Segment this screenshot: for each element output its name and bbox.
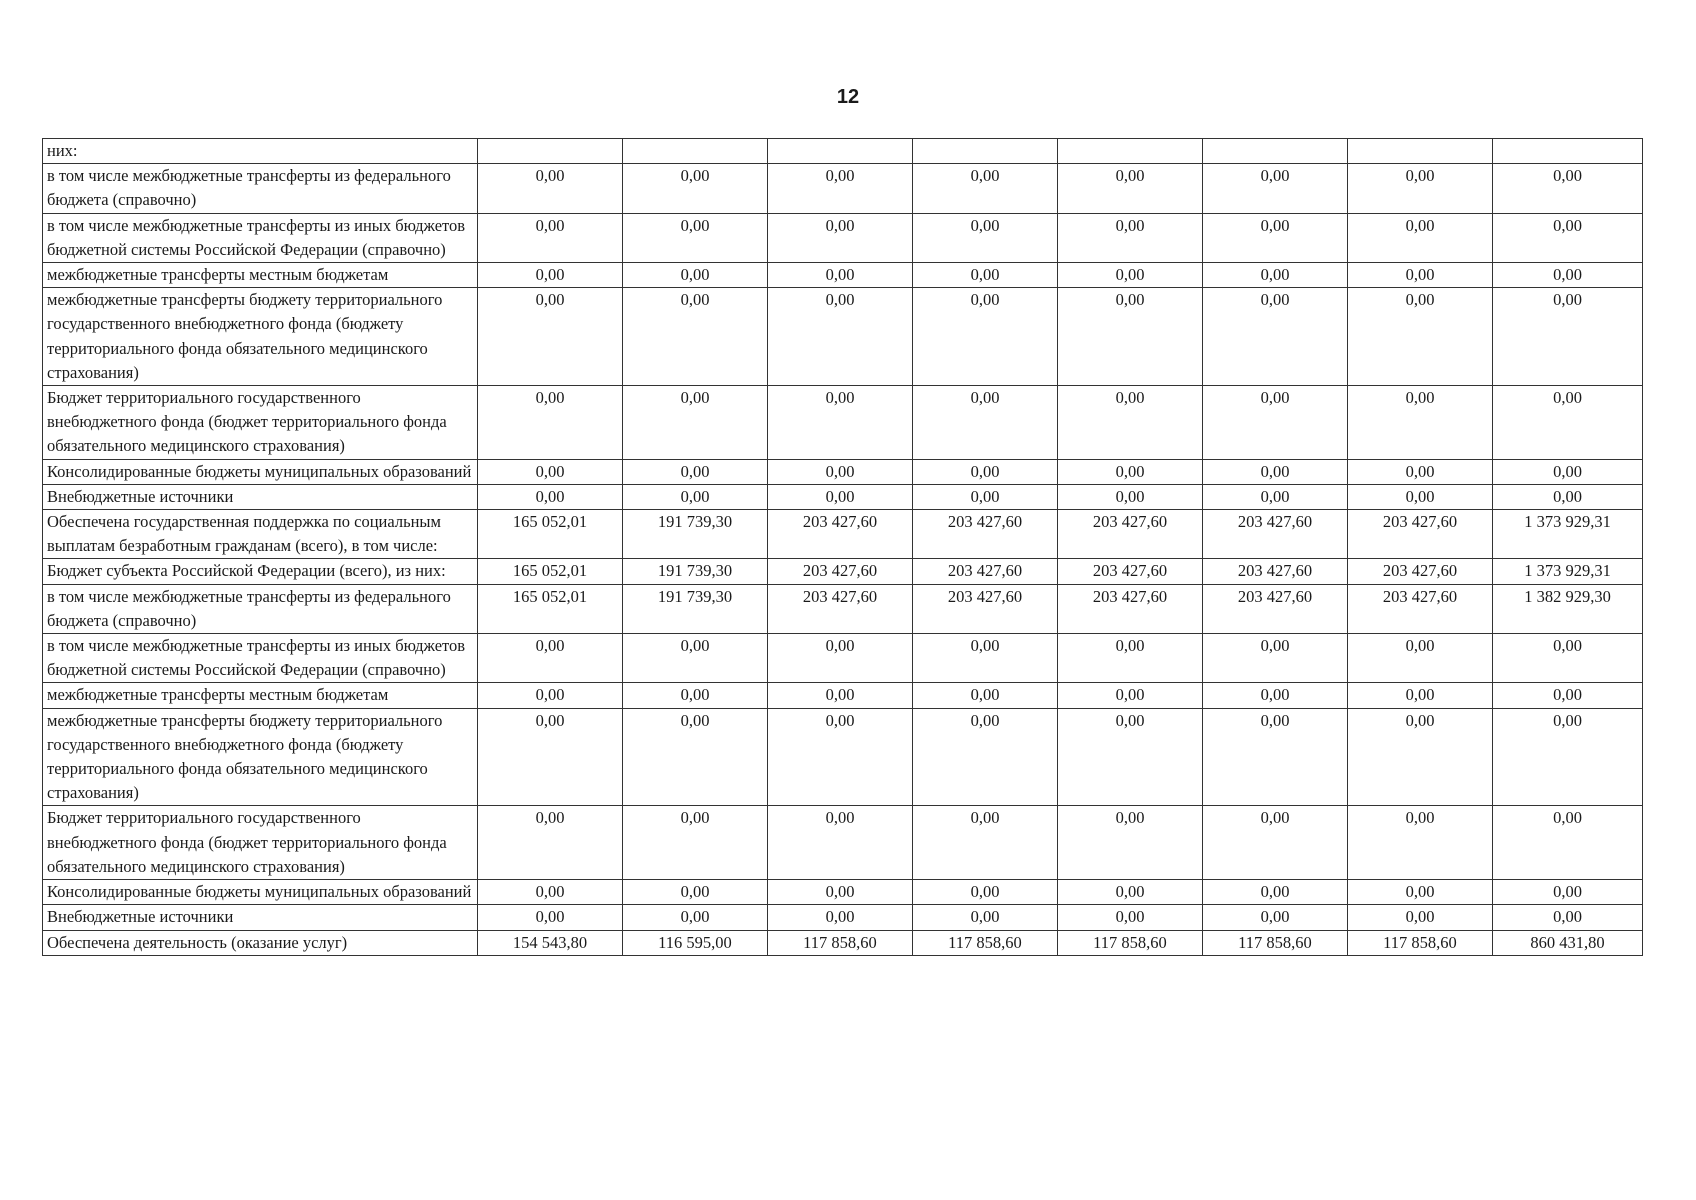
value-cell: 0,00: [623, 288, 768, 386]
value-cell: 0,00: [478, 634, 623, 683]
table-row: [43, 880, 1643, 905]
value-cell: [913, 139, 1058, 164]
value-cell: 0,00: [913, 634, 1058, 683]
row-label: межбюджетные трансферты бюджету территориального государственного внебюджетного фонда (бюджету территориального фонда обязательного медицинского страхования): [43, 708, 478, 806]
value-cell: 203 427,60: [1058, 559, 1203, 584]
value-cell: 0,00: [1493, 213, 1643, 262]
value-cell: 0,00: [768, 905, 913, 930]
value-cell: 0,00: [623, 905, 768, 930]
value-cell: 0,00: [1203, 905, 1348, 930]
value-cell: 0,00: [1058, 880, 1203, 905]
value-cell: 0,00: [1348, 263, 1493, 288]
value-cell: 0,00: [1348, 683, 1493, 708]
value-cell: 0,00: [1493, 459, 1643, 484]
value-cell: 0,00: [1058, 288, 1203, 386]
table-row: [43, 806, 1643, 880]
value-cell: 1 373 929,31: [1493, 559, 1643, 584]
row-label: в том числе межбюджетные трансферты из иных бюджетов бюджетной системы Российской Федерации (справочно): [43, 213, 478, 262]
table-row: [43, 634, 1643, 683]
value-cell: 165 052,01: [478, 584, 623, 633]
value-cell: 117 858,60: [768, 930, 913, 955]
value-cell: 203 427,60: [913, 510, 1058, 559]
row-label: Внебюджетные источники: [43, 905, 478, 930]
table-row: [43, 584, 1643, 633]
row-label: них:: [43, 139, 478, 164]
value-cell: 0,00: [623, 880, 768, 905]
value-cell: 0,00: [1493, 484, 1643, 509]
value-cell: 0,00: [913, 905, 1058, 930]
value-cell: 0,00: [1058, 484, 1203, 509]
value-cell: 0,00: [1348, 905, 1493, 930]
row-label: Внебюджетные источники: [43, 484, 478, 509]
value-cell: 0,00: [913, 806, 1058, 880]
value-cell: 0,00: [1203, 484, 1348, 509]
value-cell: 0,00: [768, 634, 913, 683]
value-cell: 0,00: [1493, 708, 1643, 806]
value-cell: 0,00: [1348, 708, 1493, 806]
value-cell: 0,00: [1203, 459, 1348, 484]
value-cell: 0,00: [623, 213, 768, 262]
value-cell: 0,00: [623, 459, 768, 484]
value-cell: 191 739,30: [623, 559, 768, 584]
value-cell: 0,00: [1493, 905, 1643, 930]
value-cell: [478, 139, 623, 164]
value-cell: 0,00: [623, 683, 768, 708]
value-cell: 0,00: [768, 213, 913, 262]
value-cell: 0,00: [478, 386, 623, 460]
value-cell: 0,00: [1348, 634, 1493, 683]
value-cell: 203 427,60: [1203, 584, 1348, 633]
value-cell: 0,00: [1348, 484, 1493, 509]
page-number: 12: [836, 86, 860, 108]
value-cell: 0,00: [478, 806, 623, 880]
row-label: Консолидированные бюджеты муниципальных образований: [43, 459, 478, 484]
value-cell: 0,00: [768, 880, 913, 905]
value-cell: 117 858,60: [913, 930, 1058, 955]
value-cell: 0,00: [913, 263, 1058, 288]
value-cell: 203 427,60: [913, 559, 1058, 584]
value-cell: 0,00: [1348, 213, 1493, 262]
value-cell: 0,00: [1058, 806, 1203, 880]
table-row: [43, 905, 1643, 930]
value-cell: 0,00: [1493, 263, 1643, 288]
value-cell: [1203, 139, 1348, 164]
value-cell: 0,00: [913, 708, 1058, 806]
value-cell: [1493, 139, 1643, 164]
value-cell: 0,00: [1348, 806, 1493, 880]
table-row: [43, 164, 1643, 213]
value-cell: 0,00: [1058, 263, 1203, 288]
value-cell: 0,00: [623, 634, 768, 683]
row-label: Обеспечена деятельность (оказание услуг): [43, 930, 478, 955]
value-cell: 191 739,30: [623, 584, 768, 633]
value-cell: [768, 139, 913, 164]
value-cell: 203 427,60: [1203, 559, 1348, 584]
value-cell: 0,00: [768, 263, 913, 288]
value-cell: 0,00: [768, 386, 913, 460]
value-cell: 0,00: [1348, 386, 1493, 460]
value-cell: 0,00: [913, 213, 1058, 262]
value-cell: 0,00: [1203, 288, 1348, 386]
value-cell: 0,00: [1058, 459, 1203, 484]
value-cell: 0,00: [1203, 634, 1348, 683]
value-cell: 0,00: [1203, 708, 1348, 806]
value-cell: 0,00: [478, 683, 623, 708]
table-row: [43, 459, 1643, 484]
table-row: [43, 386, 1643, 460]
table-row: [43, 213, 1643, 262]
value-cell: 860 431,80: [1493, 930, 1643, 955]
table-row: [43, 930, 1643, 955]
value-cell: 116 595,00: [623, 930, 768, 955]
value-cell: 117 858,60: [1348, 930, 1493, 955]
value-cell: 203 427,60: [1348, 559, 1493, 584]
row-label: в том числе межбюджетные трансферты из федерального бюджета (справочно): [43, 584, 478, 633]
value-cell: 0,00: [478, 459, 623, 484]
value-cell: 0,00: [768, 484, 913, 509]
value-cell: [623, 139, 768, 164]
value-cell: 0,00: [623, 806, 768, 880]
value-cell: 0,00: [913, 880, 1058, 905]
value-cell: 117 858,60: [1203, 930, 1348, 955]
value-cell: 165 052,01: [478, 559, 623, 584]
row-label: Консолидированные бюджеты муниципальных образований: [43, 880, 478, 905]
value-cell: 0,00: [623, 263, 768, 288]
value-cell: 0,00: [1058, 213, 1203, 262]
value-cell: 0,00: [1058, 905, 1203, 930]
row-label: Бюджет территориального государственного внебюджетного фонда (бюджет территориального фонда обязательного медицинского страхования): [43, 806, 478, 880]
value-cell: 0,00: [1058, 683, 1203, 708]
value-cell: 0,00: [623, 708, 768, 806]
value-cell: 0,00: [1203, 386, 1348, 460]
value-cell: 0,00: [623, 386, 768, 460]
table-row: [43, 683, 1643, 708]
value-cell: 0,00: [623, 484, 768, 509]
row-label: в том числе межбюджетные трансферты из иных бюджетов бюджетной системы Российской Федерации (справочно): [43, 634, 478, 683]
value-cell: 0,00: [478, 905, 623, 930]
value-cell: 0,00: [1058, 386, 1203, 460]
row-label: в том числе межбюджетные трансферты из федерального бюджета (справочно): [43, 164, 478, 213]
value-cell: 0,00: [1493, 164, 1643, 213]
row-label: межбюджетные трансферты местным бюджетам: [43, 263, 478, 288]
value-cell: 0,00: [1203, 806, 1348, 880]
row-label: Бюджет территориального государственного внебюджетного фонда (бюджет территориального фонда обязательного медицинского страхования): [43, 386, 478, 460]
value-cell: 0,00: [478, 484, 623, 509]
row-label: межбюджетные трансферты бюджету территориального государственного внебюджетного фонда (бюджету территориального фонда обязательного медицинского страхования): [43, 288, 478, 386]
value-cell: 1 373 929,31: [1493, 510, 1643, 559]
value-cell: 154 543,80: [478, 930, 623, 955]
value-cell: 203 427,60: [1348, 584, 1493, 633]
value-cell: 0,00: [913, 683, 1058, 708]
value-cell: 1 382 929,30: [1493, 584, 1643, 633]
value-cell: 0,00: [1058, 164, 1203, 213]
value-cell: 0,00: [478, 880, 623, 905]
value-cell: 0,00: [1348, 288, 1493, 386]
value-cell: 0,00: [913, 386, 1058, 460]
table-row: [43, 708, 1643, 806]
row-label: Бюджет субъекта Российской Федерации (всего), из них:: [43, 559, 478, 584]
table-row: [43, 288, 1643, 386]
value-cell: 0,00: [478, 708, 623, 806]
table-row: [43, 484, 1643, 509]
value-cell: 0,00: [1348, 164, 1493, 213]
value-cell: 117 858,60: [1058, 930, 1203, 955]
value-cell: 0,00: [478, 213, 623, 262]
row-label: межбюджетные трансферты местным бюджетам: [43, 683, 478, 708]
value-cell: 0,00: [623, 164, 768, 213]
value-cell: 0,00: [913, 164, 1058, 213]
table-row: [43, 263, 1643, 288]
value-cell: 0,00: [1348, 459, 1493, 484]
value-cell: 0,00: [1493, 683, 1643, 708]
value-cell: 0,00: [1493, 806, 1643, 880]
table-row: [43, 510, 1643, 559]
value-cell: 203 427,60: [1348, 510, 1493, 559]
value-cell: 0,00: [1493, 880, 1643, 905]
table-body: [43, 139, 1643, 956]
value-cell: 0,00: [913, 288, 1058, 386]
value-cell: 0,00: [1058, 634, 1203, 683]
value-cell: 0,00: [478, 263, 623, 288]
value-cell: 0,00: [1058, 708, 1203, 806]
value-cell: 0,00: [478, 164, 623, 213]
value-cell: 0,00: [768, 806, 913, 880]
value-cell: 0,00: [1203, 880, 1348, 905]
value-cell: 0,00: [913, 459, 1058, 484]
value-cell: 0,00: [1203, 164, 1348, 213]
value-cell: 0,00: [1203, 213, 1348, 262]
value-cell: 0,00: [1493, 634, 1643, 683]
table-row: [43, 139, 1643, 164]
value-cell: 0,00: [913, 484, 1058, 509]
value-cell: 0,00: [1348, 880, 1493, 905]
value-cell: 0,00: [768, 683, 913, 708]
row-label: Обеспечена государственная поддержка по социальным выплатам безработным гражданам (всего), в том числе:: [43, 510, 478, 559]
value-cell: 0,00: [1493, 288, 1643, 386]
budget-table: [42, 138, 1643, 956]
value-cell: 191 739,30: [623, 510, 768, 559]
value-cell: [1058, 139, 1203, 164]
value-cell: 0,00: [768, 708, 913, 806]
value-cell: 0,00: [768, 164, 913, 213]
value-cell: [1348, 139, 1493, 164]
value-cell: 0,00: [768, 459, 913, 484]
value-cell: 203 427,60: [913, 584, 1058, 633]
value-cell: 203 427,60: [1058, 510, 1203, 559]
value-cell: 203 427,60: [1058, 584, 1203, 633]
value-cell: 0,00: [1203, 683, 1348, 708]
value-cell: 165 052,01: [478, 510, 623, 559]
value-cell: 203 427,60: [768, 559, 913, 584]
value-cell: 203 427,60: [1203, 510, 1348, 559]
value-cell: 203 427,60: [768, 510, 913, 559]
value-cell: 0,00: [768, 288, 913, 386]
value-cell: 203 427,60: [768, 584, 913, 633]
value-cell: 0,00: [1203, 263, 1348, 288]
value-cell: 0,00: [478, 288, 623, 386]
value-cell: 0,00: [1493, 386, 1643, 460]
table-row: [43, 559, 1643, 584]
